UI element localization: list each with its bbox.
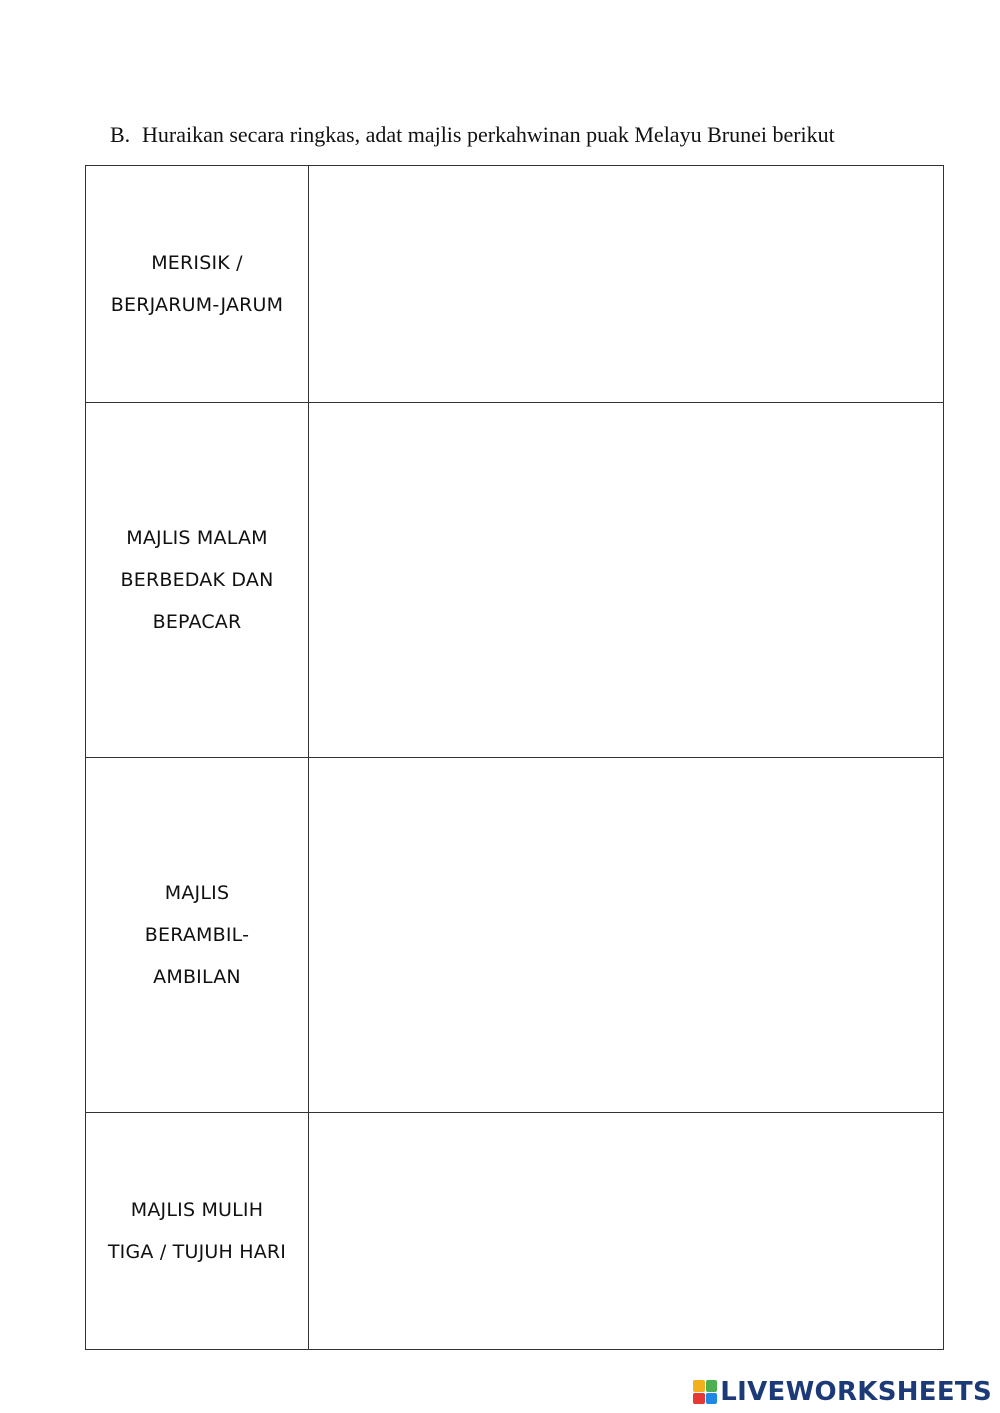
label-cell [86, 1112, 309, 1349]
label-cell [86, 403, 309, 758]
worksheet-table [85, 165, 944, 1350]
row-label-berambil-ambilan: MAJLIS BERAMBIL- AMBILAN [144, 881, 250, 988]
brand-text: LIVEWORKSHEETS [720, 1377, 992, 1407]
row-label-merisik: MERISIK / BERJARUM-JARUM [110, 252, 284, 317]
table-row [86, 166, 944, 403]
row-label-malam-berbedak: MAJLIS MALAM BERBEDAK DAN BEPACAR [120, 527, 274, 634]
answer-input-berambil-ambilan[interactable] [309, 755, 943, 1109]
brand-watermark [693, 1377, 992, 1407]
answer-input-mulih-tiga[interactable] [309, 1110, 943, 1346]
row-label-mulih-tiga: MAJLIS MULIH TIGA / TUJUH HARI [107, 1198, 287, 1263]
answer-cell[interactable] [309, 757, 944, 1112]
table-row [86, 757, 944, 1112]
label-cell [86, 166, 309, 403]
liveworksheets-logo-icon [693, 1380, 717, 1404]
answer-cell[interactable] [309, 403, 944, 758]
answer-cell[interactable] [309, 1112, 944, 1349]
label-cell [86, 757, 309, 1112]
instruction [110, 120, 970, 150]
table-row [86, 1112, 944, 1349]
question-marker: B. [110, 122, 131, 147]
table-row [86, 403, 944, 758]
answer-input-malam-berbedak[interactable] [309, 401, 943, 755]
answer-cell[interactable] [309, 166, 944, 403]
instruction-text: Huraikan secara ringkas, adat majlis perkahwinan puak Melayu Brunei berikut [142, 122, 835, 147]
answer-input-merisik[interactable] [309, 164, 943, 400]
